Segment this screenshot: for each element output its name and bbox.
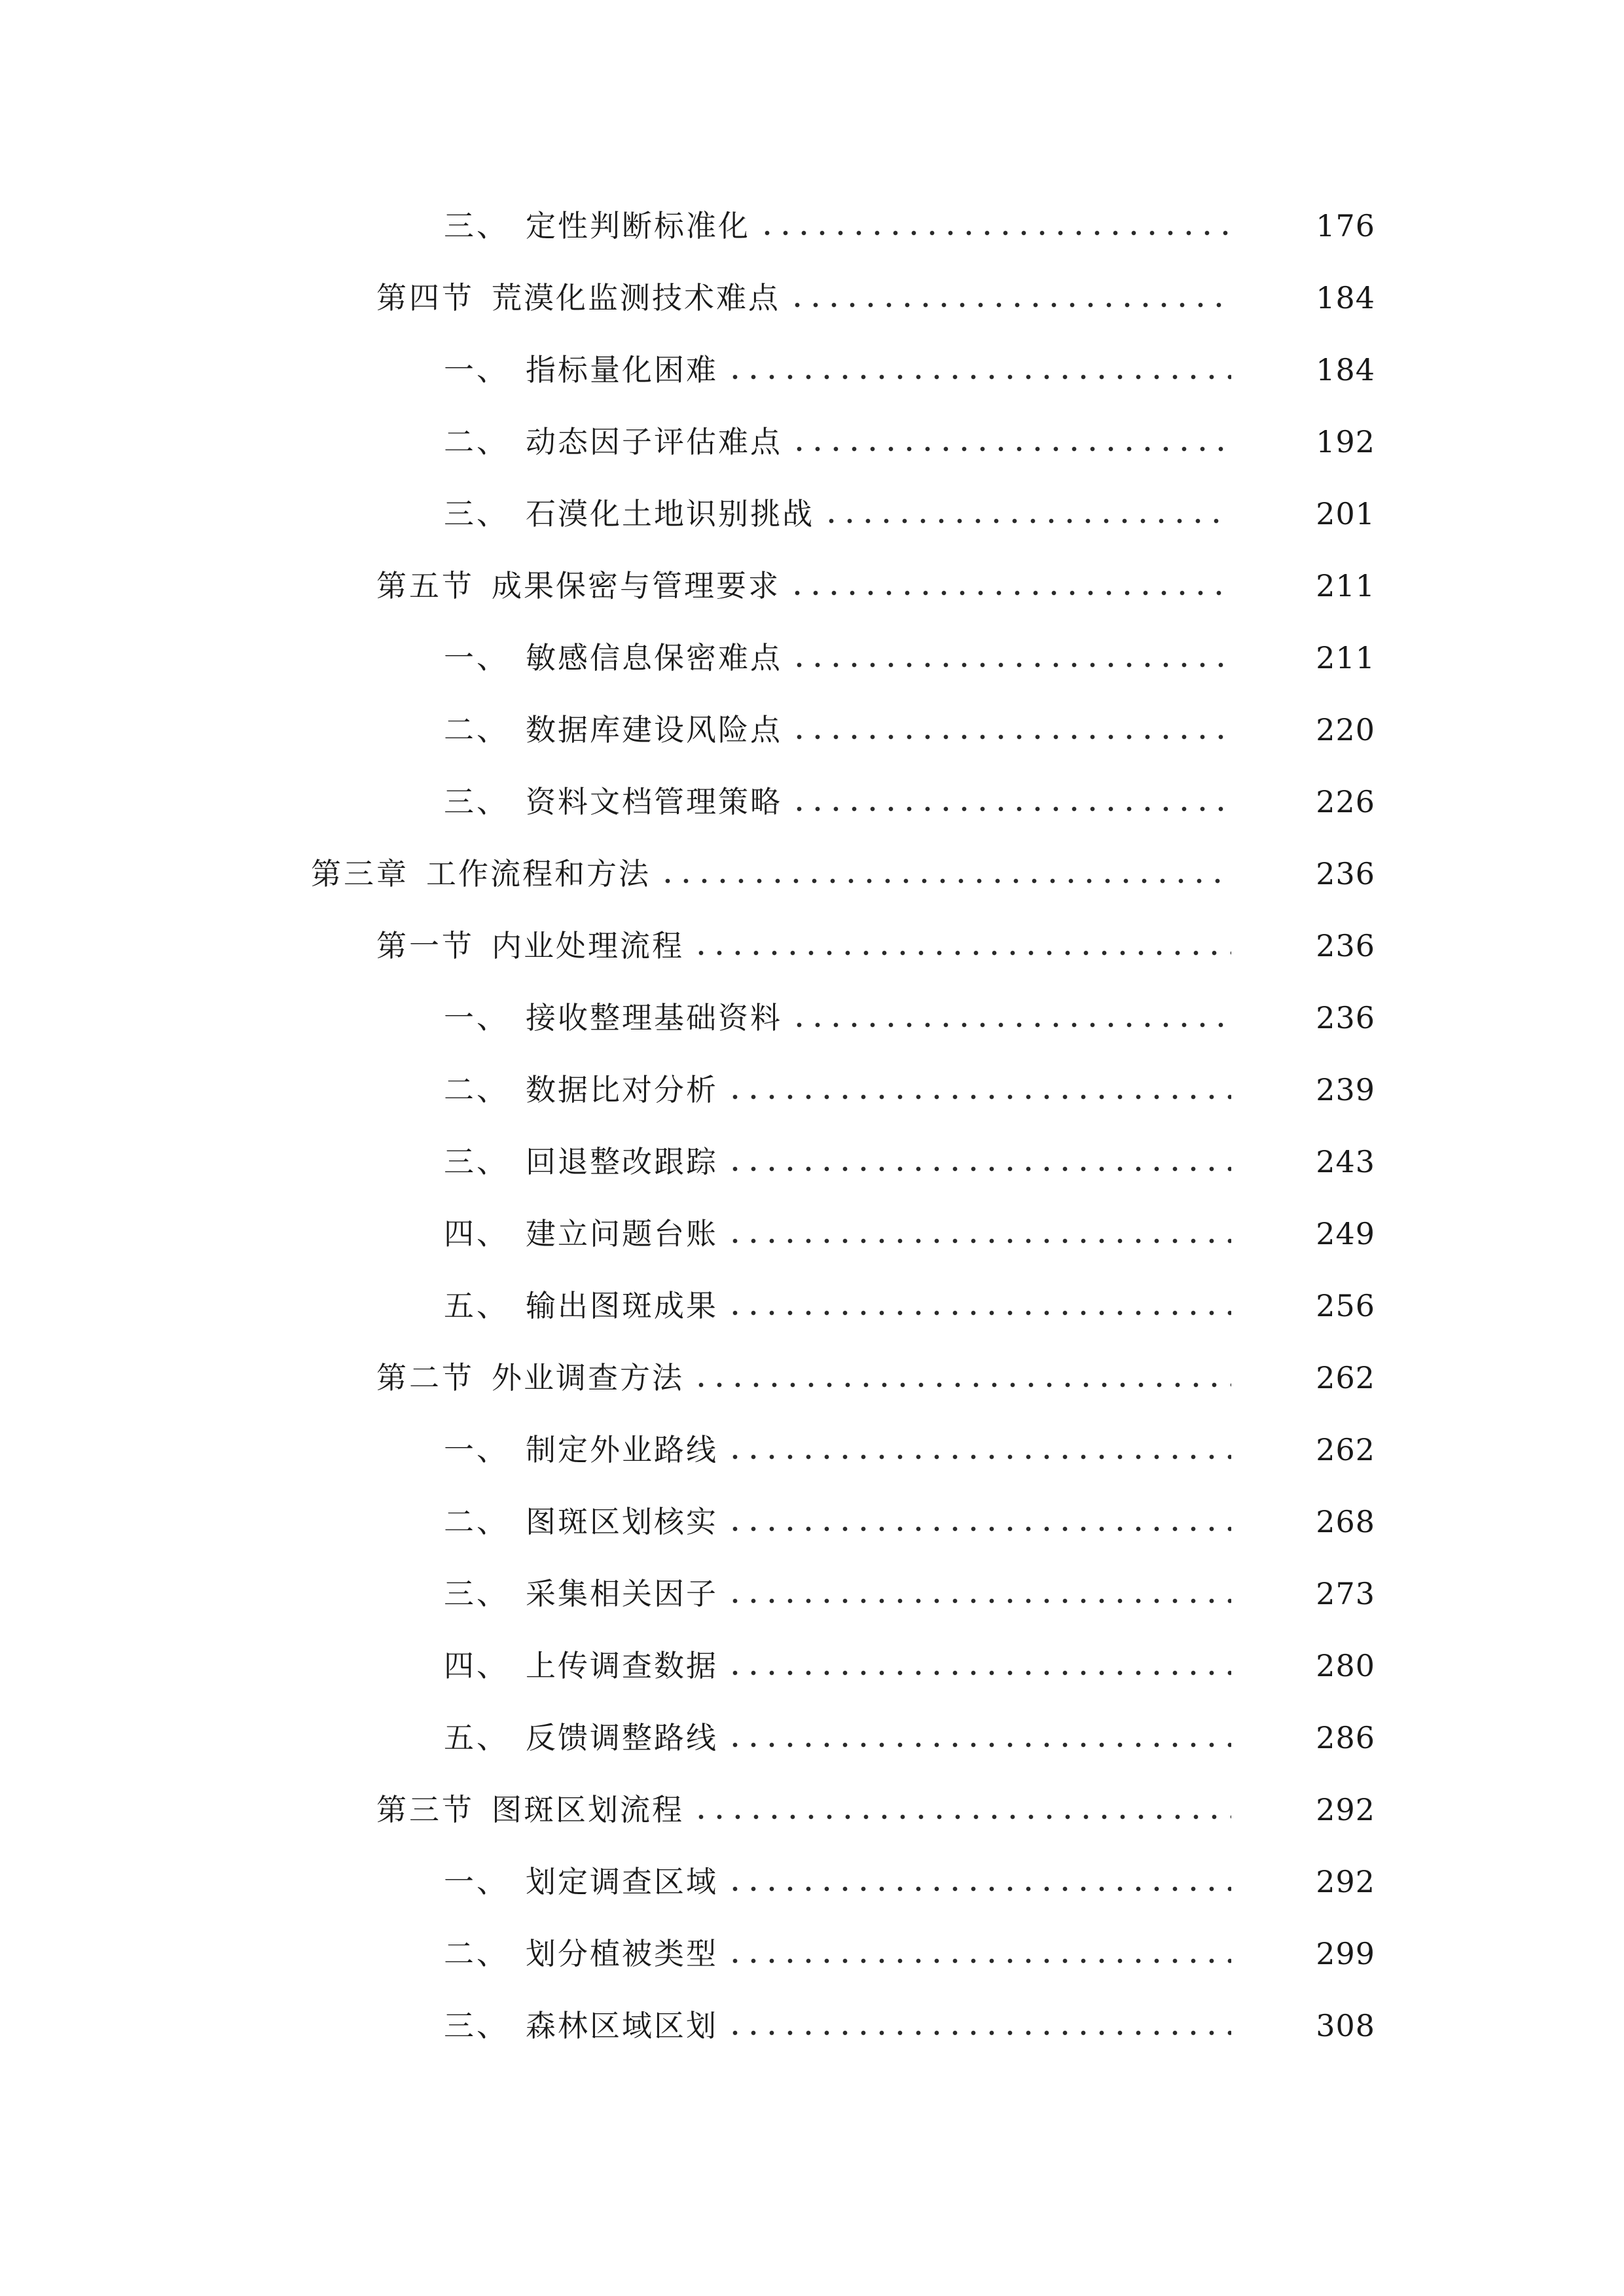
toc-dot-leader <box>790 662 1231 668</box>
toc-dot-leader <box>788 302 1231 308</box>
toc-entry-number: 二、 <box>444 1504 509 1539</box>
toc-entry-title: 数据库建设风险点 <box>526 712 782 747</box>
toc-entry-level-3[interactable] <box>0 1918 1624 1990</box>
toc-page-number: 280 <box>1316 1648 1375 1683</box>
toc-page-number: 308 <box>1316 2008 1375 2043</box>
toc-entry-level-2[interactable] <box>0 910 1624 982</box>
toc-dot-leader <box>788 590 1231 596</box>
toc-page-number: 292 <box>1316 1864 1375 1899</box>
toc-entry-title: 指标量化困难 <box>526 352 718 387</box>
toc-dot-leader <box>822 518 1231 524</box>
toc-entry-level-3[interactable] <box>0 334 1624 406</box>
toc-entry-title: 数据比对分析 <box>526 1072 718 1107</box>
toc-entry-title: 内业处理流程 <box>492 928 684 963</box>
toc-entry-title: 图斑区划流程 <box>492 1792 684 1827</box>
toc-dot-leader <box>790 446 1231 452</box>
toc-entry-number: 三、 <box>444 496 509 531</box>
toc-entry-number: 二、 <box>444 1072 509 1107</box>
toc-entry-number: 一、 <box>444 1864 509 1899</box>
toc-entry-level-3[interactable] <box>0 766 1624 838</box>
toc-dot-leader <box>726 1238 1231 1244</box>
toc-page-number: 211 <box>1316 568 1375 603</box>
toc-entry-level-2[interactable] <box>0 262 1624 334</box>
toc-entry-number: 一、 <box>444 1000 509 1035</box>
toc-entry-level-3[interactable] <box>0 1054 1624 1126</box>
toc-page-number: 249 <box>1316 1216 1375 1251</box>
toc-entry-level-1[interactable] <box>0 838 1624 910</box>
toc-dot-leader <box>726 1094 1231 1100</box>
toc-dot-leader <box>692 1382 1231 1388</box>
toc-entry-number: 二、 <box>444 712 509 747</box>
toc-entry-title: 制定外业路线 <box>526 1432 718 1467</box>
toc-entry-title: 定性判断标准化 <box>526 208 750 243</box>
toc-entry-level-3[interactable] <box>0 1198 1624 1270</box>
toc-page-number: 239 <box>1316 1072 1375 1107</box>
toc-entry-level-3[interactable] <box>0 1486 1624 1558</box>
toc-entry-level-2[interactable] <box>0 1774 1624 1846</box>
toc-entry-title: 接收整理基础资料 <box>526 1000 782 1035</box>
toc-entry-level-3[interactable] <box>0 478 1624 550</box>
toc-entry-title: 上传调查数据 <box>526 1648 718 1683</box>
toc-entry-number: 二、 <box>444 424 509 459</box>
toc-entry-title: 输出图斑成果 <box>526 1288 718 1323</box>
toc-page-number: 236 <box>1316 856 1375 891</box>
toc-entry-title: 森林区域区划 <box>526 2008 718 2043</box>
toc-dot-leader <box>726 1958 1231 1964</box>
toc-dot-leader <box>726 1454 1231 1460</box>
toc-entry-title: 动态因子评估难点 <box>526 424 782 459</box>
toc-page-number: 262 <box>1316 1360 1375 1395</box>
toc-entry-title: 划定调查区域 <box>526 1864 718 1899</box>
toc-page-number: 292 <box>1316 1792 1375 1827</box>
toc-page-number: 286 <box>1316 1720 1375 1755</box>
toc-entry-level-3[interactable] <box>0 1702 1624 1774</box>
toc-page-number: 184 <box>1316 280 1375 315</box>
toc-page-number: 211 <box>1316 640 1375 675</box>
toc-entry-number: 二、 <box>444 1936 509 1971</box>
toc-entry-number: 一、 <box>444 640 509 675</box>
toc-page-number: 201 <box>1316 496 1375 531</box>
toc-page-number: 176 <box>1316 208 1375 243</box>
toc-page-number: 268 <box>1316 1504 1375 1539</box>
toc-dot-leader <box>726 1670 1231 1676</box>
toc-page-number: 184 <box>1316 352 1375 387</box>
toc-entry-title: 回退整改跟踪 <box>526 1144 718 1179</box>
toc-entry-level-3[interactable] <box>0 1630 1624 1702</box>
toc-entry-level-3[interactable] <box>0 622 1624 694</box>
toc-page-number: 262 <box>1316 1432 1375 1467</box>
toc-entry-title: 反馈调整路线 <box>526 1720 718 1755</box>
toc-entry-number: 三、 <box>444 2008 509 2043</box>
toc-entry-title: 建立问题台账 <box>526 1216 718 1251</box>
toc-entry-level-3[interactable] <box>0 1270 1624 1342</box>
toc-entry-level-3[interactable] <box>0 190 1624 262</box>
toc-entry-number: 第三章 <box>311 856 409 891</box>
toc-entry-number: 五、 <box>444 1720 509 1755</box>
toc-page-number: 243 <box>1316 1144 1375 1179</box>
toc-entry-title: 工作流程和方法 <box>426 856 651 891</box>
toc-page-number: 236 <box>1316 1000 1375 1035</box>
toc-entry-title: 图斑区划核实 <box>526 1504 718 1539</box>
toc-dot-leader <box>726 1166 1231 1172</box>
toc-entry-number: 三、 <box>444 208 509 243</box>
toc-entry-level-3[interactable] <box>0 982 1624 1054</box>
toc-dot-leader <box>726 1742 1231 1748</box>
toc-entry-title: 资料文档管理策略 <box>526 784 782 819</box>
toc-page-number: 236 <box>1316 928 1375 963</box>
toc-entry-number: 三、 <box>444 1144 509 1179</box>
toc-entry-title: 荒漠化监测技术难点 <box>492 280 780 315</box>
toc-page-number: 220 <box>1316 712 1375 747</box>
toc-entry-level-3[interactable] <box>0 1414 1624 1486</box>
toc-entry-level-3[interactable] <box>0 1846 1624 1918</box>
toc-entry-number: 第一节 <box>376 928 475 963</box>
toc-dot-leader <box>726 1886 1231 1892</box>
toc-page-number: 273 <box>1316 1576 1375 1611</box>
toc-entry-number: 一、 <box>444 352 509 387</box>
toc-page-number: 299 <box>1316 1936 1375 1971</box>
toc-entry-title: 划分植被类型 <box>526 1936 718 1971</box>
toc-dot-leader <box>726 2030 1231 2036</box>
toc-dot-leader <box>726 1310 1231 1316</box>
toc-entry-level-3[interactable] <box>0 406 1624 478</box>
toc-dot-leader <box>790 1022 1231 1028</box>
toc-entry-level-3[interactable] <box>0 694 1624 766</box>
toc-entry-title: 敏感信息保密难点 <box>526 640 782 675</box>
toc-dot-leader <box>790 734 1231 740</box>
toc-entry-number: 一、 <box>444 1432 509 1467</box>
toc-dot-leader <box>790 806 1231 812</box>
toc-entry-title: 成果保密与管理要求 <box>492 568 780 603</box>
toc-page-number: 256 <box>1316 1288 1375 1323</box>
toc-entry-level-3[interactable] <box>0 1558 1624 1630</box>
toc-dot-leader <box>726 374 1231 380</box>
toc-entry-number: 五、 <box>444 1288 509 1323</box>
toc-entry-number: 第五节 <box>376 568 475 603</box>
toc-entry-number: 四、 <box>444 1216 509 1251</box>
toc-entry-number: 三、 <box>444 1576 509 1611</box>
toc-page-number: 226 <box>1316 784 1375 819</box>
toc-dot-leader <box>659 878 1231 884</box>
toc-entry-level-3[interactable] <box>0 1126 1624 1198</box>
toc-entry-number: 第二节 <box>376 1360 475 1395</box>
toc-entry-number: 第三节 <box>376 1792 475 1827</box>
toc-entry-title: 石漠化土地识别挑战 <box>526 496 814 531</box>
toc-entry-title: 外业调查方法 <box>492 1360 684 1395</box>
toc-dot-leader <box>726 1598 1231 1604</box>
toc-dot-leader <box>692 950 1231 956</box>
toc-dot-leader <box>726 1526 1231 1532</box>
toc-dot-leader <box>692 1814 1231 1820</box>
toc-entry-level-2[interactable] <box>0 1342 1624 1414</box>
toc-entry-title: 采集相关因子 <box>526 1576 718 1611</box>
table-of-contents <box>0 190 1624 2062</box>
toc-entry-level-2[interactable] <box>0 550 1624 622</box>
toc-dot-leader <box>758 230 1231 236</box>
toc-entry-number: 四、 <box>444 1648 509 1683</box>
toc-entry-level-3[interactable] <box>0 1990 1624 2062</box>
toc-page-number: 192 <box>1316 424 1375 459</box>
toc-entry-number: 三、 <box>444 784 509 819</box>
toc-entry-number: 第四节 <box>376 280 475 315</box>
